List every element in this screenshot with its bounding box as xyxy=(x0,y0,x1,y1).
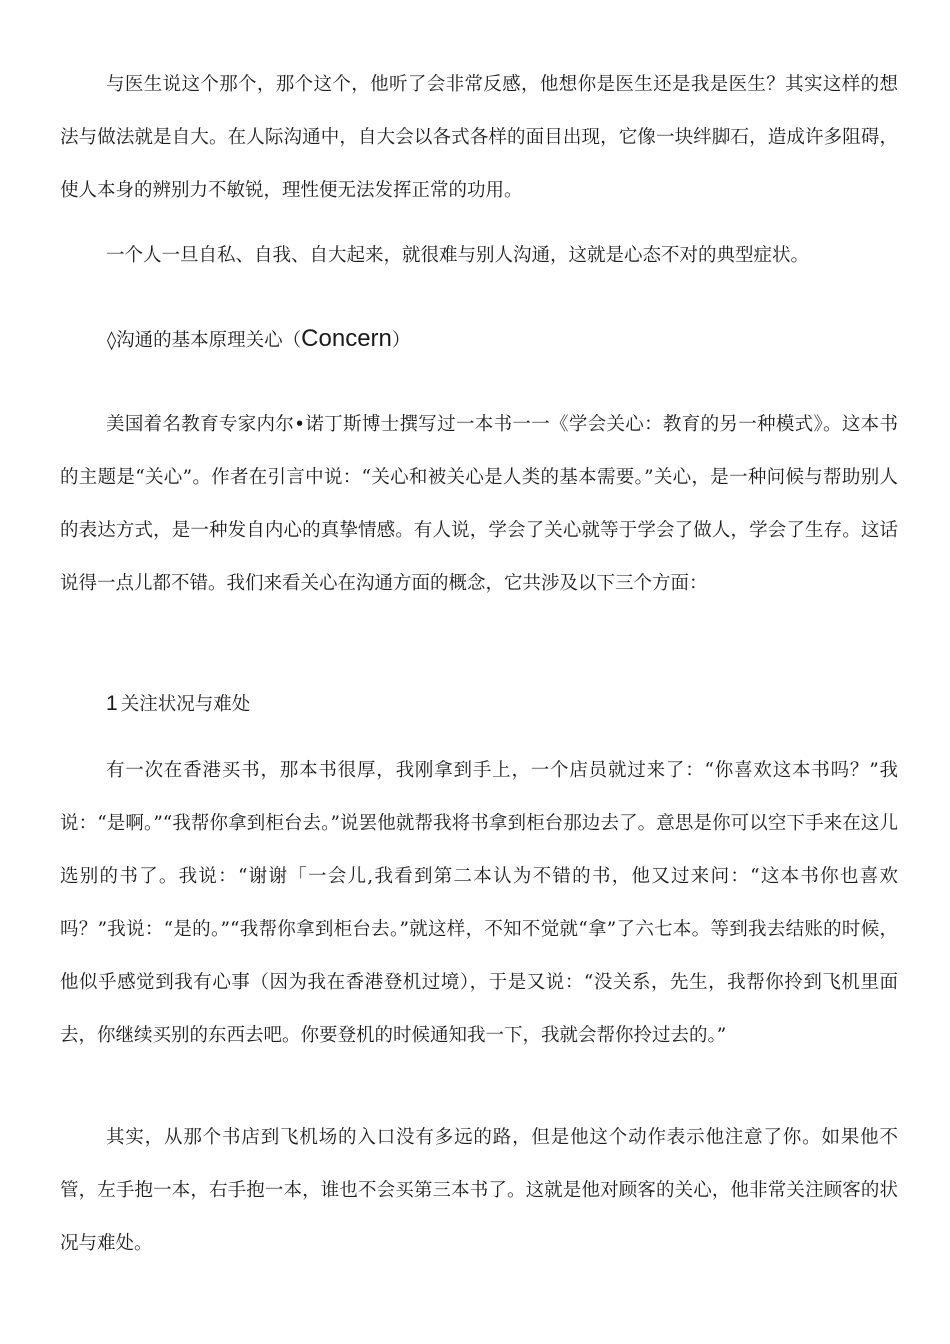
diamond-bullet-icon: ◊ xyxy=(107,330,117,351)
section-heading-latin: Concern xyxy=(301,325,392,352)
subheading-text: 关注状况与难处 xyxy=(120,694,251,715)
paragraph-arrogance: 与医生说这个那个，那个这个，他听了会非常反感，他想你是医生还是我是医生？其实这样的想法与做法就是自大。在人际沟通中，自大会以各式各样的面目出现，它像一块绊脚石，造成许多阻碍，使人本身的辨别力不敏锐，理性便无法发挥正常的功用。 xyxy=(60,74,898,201)
paragraph-mindset: 一个人一旦自私、自我、自大起来，就很难与别人沟通，这就是心态不对的典型症状。 xyxy=(106,245,810,266)
paragraph-noddings-book: 美国着名教育专家内尔•诺丁斯博士撰写过一本书一一《学会关心：教育的另一种模式》。这本书的主题是“关心”。作者在引言中说：“关心和被关心是人类的基本需要。”关心，是一种问候与帮助别人的表达方式，是一种发自内心的真挚情感。有人说，学会了关心就等于学会了做人，学会了生存。这话说得一点儿都不错。我们来看关心在沟通方面的概念，它共涉及以下三个方面： xyxy=(60,414,898,594)
section-heading-concern xyxy=(107,324,410,356)
subheading-attention xyxy=(106,689,250,720)
subheading-number: 1 xyxy=(106,692,118,715)
paragraph-hongkong-bookstore: 有一次在香港买书，那本书很厚，我刚拿到手上，一个店员就过来了：“你喜欢这本书吗？”我说：“是啊。”“我帮你拿到柜台去。”说罢他就帮我将书拿到柜台那边去了。意思是你可以空下手来在这儿选别的书了。我说：“谢谢「一会儿,我看到第二本认为不错的书，他又过来问：“这本书你也喜欢吗？”我说：“是的。”“我帮你拿到柜台去。”就这样，不知不觉就“拿”了六七本。等到我去结账的时候，他似乎感觉到我有心事（因为我在香港登机过境），于是又说：“没关系，先生，我帮你拎到飞机里面去，你继续买别的东西去吧。你要登机的时候通知我一下，我就会帮你拎过去的。” xyxy=(60,760,898,1046)
paragraph-conclusion: 其实，从那个书店到飞机场的入口没有多远的路，但是他这个动作表示他注意了你。如果他不管，左手抱一本，右手抱一本，谁也不会买第三本书了。这就是他对顾客的关心，他非常关注顾客的状况与难处。 xyxy=(60,1127,898,1254)
section-heading-text: 沟通的基本原理关心（ xyxy=(116,330,302,351)
section-heading-close: ） xyxy=(391,330,411,351)
